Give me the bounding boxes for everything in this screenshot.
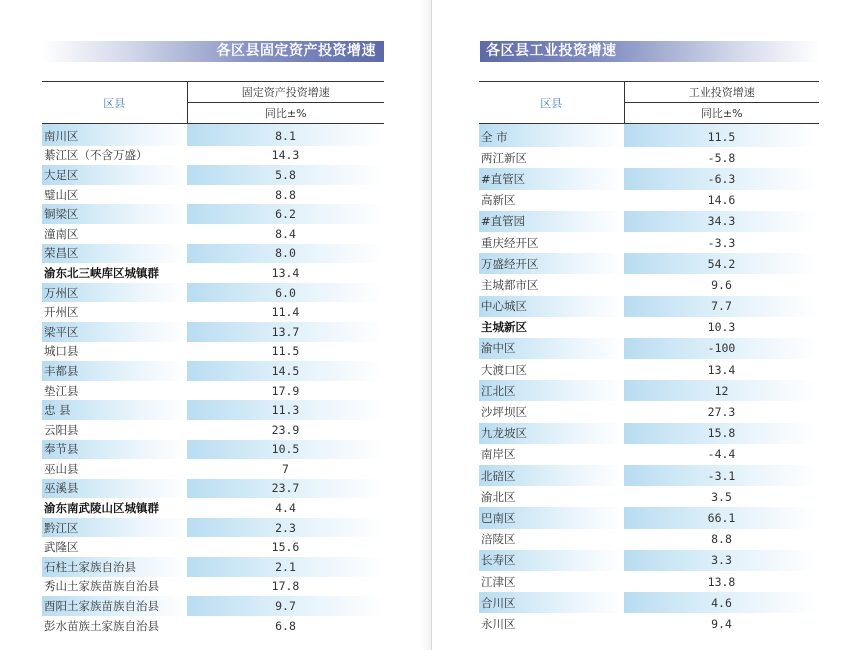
table-row [42,381,384,401]
table-row [42,204,384,224]
district-name: 云阳县 [44,422,79,437]
yoy-growth-value: 3.5 [711,489,732,504]
district-name: 黔江区 [42,518,187,538]
table-row [42,322,384,342]
header-metric: 工业投资增速 [624,82,819,103]
district-name: 万州区 [42,283,187,303]
table-row [42,459,384,479]
table-row [479,465,819,486]
yoy-growth-value: 54.2 [624,253,819,274]
table-row [479,211,819,232]
yoy-growth-value: 9.6 [711,277,732,292]
table-row [42,342,384,362]
yoy-growth-value: 14.3 [271,148,300,163]
district-name: #直管园 [479,211,624,232]
table-row [42,283,384,303]
district-name: 两江新区 [481,150,527,165]
yoy-growth-value: 23.7 [187,479,384,499]
fixed-asset-investment-table [42,81,384,635]
table-row [479,507,819,528]
yoy-growth-value: -5.8 [707,150,736,165]
district-name: 渝东南武陵山区城镇群 [44,501,159,516]
yoy-growth-value: 34.3 [624,211,819,232]
district-name: 开州区 [44,305,79,320]
yoy-growth-value: 3.3 [624,550,819,571]
yoy-growth-value: 15.6 [271,540,300,555]
table-row [42,557,384,577]
table-row [479,274,819,295]
table-row [479,317,819,338]
district-name: 大渡口区 [481,362,527,377]
table-row [42,263,384,283]
yoy-growth-value: -3.1 [624,465,819,486]
district-name: 丰都县 [42,361,187,381]
yoy-growth-value: 7.7 [624,296,819,317]
table-row [479,232,819,253]
yoy-growth-value: 12 [624,380,819,401]
table-row [479,296,819,317]
table-row [479,613,819,634]
table-row [42,440,384,460]
district-name: 巫山县 [44,461,79,476]
table-row [479,592,819,613]
district-name: 荣昌区 [42,244,187,264]
yoy-growth-value: -100 [624,338,819,359]
table-row [479,571,819,592]
district-name: 全 市 [479,124,624,148]
book-spine-shadow [420,0,431,650]
table-row [42,361,384,381]
district-name: 万盛经开区 [479,253,624,274]
table-row [42,498,384,518]
district-name: 永川区 [481,616,516,631]
yoy-growth-value: 13.4 [707,362,736,377]
district-name: 酉阳土家族苗族自治县 [42,596,187,616]
district-name: 中心城区 [479,296,624,317]
yoy-growth-value: 13.7 [187,322,384,342]
yoy-growth-value: 9.4 [711,616,732,631]
table-row [42,165,384,185]
table-row [42,244,384,264]
yoy-growth-value: 23.9 [271,422,300,437]
district-name: 巴南区 [479,507,624,528]
district-name: 石柱土家族自治县 [42,557,187,577]
header-district: 区县 [42,82,187,124]
district-name: 江津区 [481,574,516,589]
yoy-growth-value: 17.9 [271,383,300,398]
yoy-growth-value: 4.4 [275,501,296,516]
yoy-growth-value: 10.5 [187,440,384,460]
district-name: #直管区 [479,168,624,189]
district-name: 涪陵区 [481,532,516,547]
yoy-growth-value: 10.3 [707,320,736,335]
district-name: 垫江县 [44,383,79,398]
district-name: 重庆经开区 [481,235,539,250]
table-row [42,224,384,244]
left-table-title: 各区县固定资产投资增速 [42,41,384,62]
yoy-growth-value: -3.3 [707,235,736,250]
header-yoy: 同比±% [187,103,384,124]
yoy-growth-value: 9.7 [187,596,384,616]
district-name: 九龙坡区 [479,423,624,444]
yoy-growth-value: -6.3 [624,168,819,189]
district-name: 潼南区 [44,226,79,241]
district-name: 秀山土家族苗族自治县 [44,579,159,594]
district-name: 江北区 [479,380,624,401]
table-row [479,380,819,401]
yoy-growth-value: 11.3 [187,400,384,420]
table-row [479,486,819,507]
yoy-growth-value: 14.5 [187,361,384,381]
yoy-growth-value: 13.8 [707,574,736,589]
district-name: 北碚区 [479,465,624,486]
yoy-growth-value: 8.8 [711,532,732,547]
table-row [42,185,384,205]
district-name: 大足区 [42,165,187,185]
table-row [42,302,384,322]
table-row [42,400,384,420]
table-row [42,479,384,499]
district-name: 渝东北三峡库区城镇群 [44,265,159,280]
yoy-growth-value: 8.1 [187,124,384,146]
yoy-growth-value: 27.3 [707,405,736,420]
table-row [42,146,384,166]
table-row [479,444,819,465]
yoy-growth-value: 2.3 [187,518,384,538]
district-name: 巫溪县 [42,479,187,499]
header-yoy: 同比±% [624,103,819,124]
yoy-growth-value: 8.8 [275,187,296,202]
district-name: 沙坪坝区 [481,405,527,420]
district-name: 璧山区 [44,187,79,202]
district-name: 主城都市区 [481,277,539,292]
district-name: 渝北区 [481,489,516,504]
yoy-growth-value: 15.8 [624,423,819,444]
table-row [42,420,384,440]
table-row [42,616,384,636]
table-row [479,190,819,211]
district-name: 彭水苗族土家族自治县 [44,618,159,633]
district-name: 合川区 [479,592,624,613]
table-row [42,537,384,557]
right-page [432,0,862,650]
district-name: 城口县 [44,344,79,359]
table-row [42,124,384,146]
yoy-growth-value: 5.8 [187,165,384,185]
yoy-growth-value: 8.0 [187,244,384,264]
yoy-growth-value: 8.4 [275,226,296,241]
right-table-title: 各区县工业投资增速 [480,41,820,62]
table-row [479,147,819,168]
table-row [42,577,384,597]
district-name: 南岸区 [481,447,516,462]
table-row [42,518,384,538]
district-name: 奉节县 [42,440,187,460]
table-row [479,529,819,550]
table-row [479,124,819,148]
district-name: 武隆区 [44,540,79,555]
yoy-growth-value: 11.4 [271,305,300,320]
right-table-body [479,124,819,635]
table-row [479,168,819,189]
district-name: 忠 县 [42,400,187,420]
district-name: 高新区 [481,193,516,208]
table-row [479,550,819,571]
district-name: 主城新区 [481,320,527,335]
yoy-growth-value: 17.8 [271,579,300,594]
yoy-growth-value: 6.2 [187,204,384,224]
yoy-growth-value: 66.1 [624,507,819,528]
district-name: 南川区 [42,124,187,146]
yoy-growth-value: 7 [282,461,289,476]
yoy-growth-value: 14.6 [707,193,736,208]
district-name: 铜梁区 [42,204,187,224]
district-name: 綦江区（不含万盛） [44,148,148,163]
table-row [479,338,819,359]
yoy-growth-value: 6.8 [275,618,296,633]
industrial-investment-table [479,81,819,635]
yoy-growth-value: -4.4 [707,447,736,462]
table-row [479,359,819,380]
district-name: 梁平区 [42,322,187,342]
left-table-body [42,124,384,636]
header-metric: 固定资产投资增速 [187,82,384,103]
table-row [479,253,819,274]
table-row [479,423,819,444]
district-name: 渝中区 [479,338,624,359]
yoy-growth-value: 2.1 [187,557,384,577]
yoy-growth-value: 13.4 [271,265,300,280]
district-name: 长寿区 [479,550,624,571]
table-row [479,401,819,422]
yoy-growth-value: 6.0 [187,283,384,303]
yoy-growth-value: 11.5 [624,124,819,148]
yoy-growth-value: 11.5 [271,344,300,359]
yoy-growth-value: 4.6 [624,592,819,613]
header-district: 区县 [479,82,624,124]
table-row [42,596,384,616]
